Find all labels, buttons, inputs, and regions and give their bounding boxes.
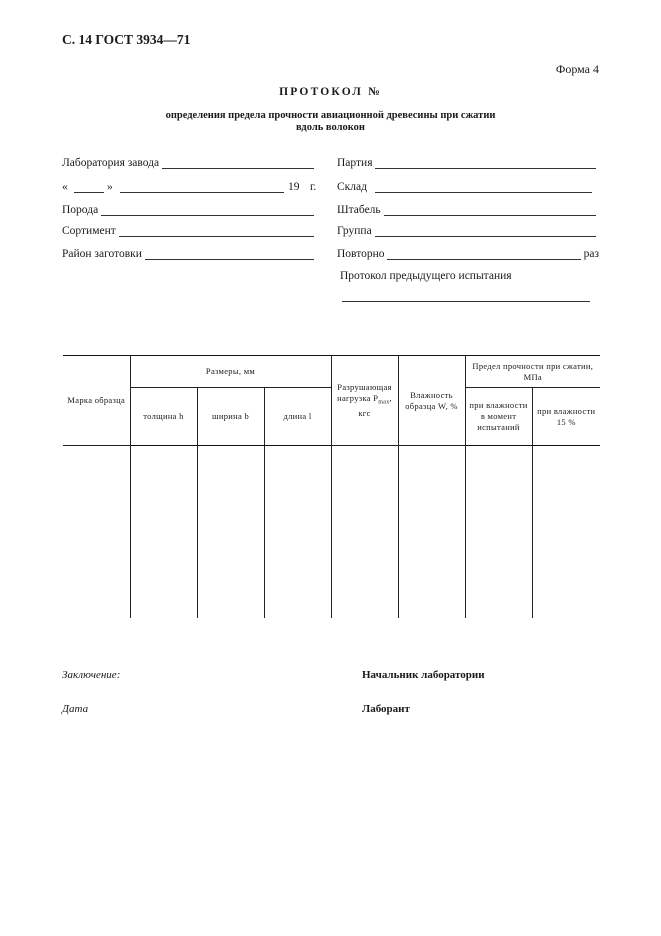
col-header-strength-15: при влажности 15 % — [532, 388, 600, 446]
field-laboratory-label: Лаборатория завода — [62, 157, 160, 169]
cell-mark[interactable] — [63, 446, 130, 619]
cell-load[interactable] — [331, 446, 398, 619]
form-label: Форма 4 — [555, 62, 599, 76]
col-header-strength: Предел прочности при сжатии, МПа — [465, 356, 600, 388]
field-warehouse-label: Склад — [337, 181, 367, 193]
field-group-label: Группа — [337, 225, 372, 237]
field-repeat-label: Повторно — [337, 248, 385, 260]
test-results-table — [63, 355, 600, 618]
protocol-subtitle — [0, 110, 661, 134]
field-repeat[interactable] — [337, 248, 599, 260]
field-batch[interactable] — [337, 157, 599, 169]
col-header-strength-moment: при влажности в момент испытаний — [465, 388, 532, 446]
cell-moisture[interactable] — [398, 446, 465, 619]
date-day-line[interactable] — [74, 181, 104, 193]
field-district-line[interactable] — [145, 250, 314, 260]
date-quote-open: « — [62, 181, 68, 193]
field-species-label: Порода — [62, 204, 99, 216]
col-header-load — [331, 356, 398, 446]
field-stack[interactable] — [337, 204, 599, 216]
field-warehouse-line[interactable] — [375, 183, 592, 193]
col-header-moisture: Влажность образца W, % — [398, 356, 465, 446]
field-species[interactable] — [62, 204, 317, 216]
field-laboratory-line[interactable] — [162, 159, 314, 169]
subtitle-line-2: вдоль волокон — [296, 122, 365, 133]
field-assortment-line[interactable] — [119, 227, 314, 237]
field-district-label: Район заготовки — [62, 248, 142, 260]
col-header-dims: Размеры, мм — [130, 356, 331, 388]
cell-strength-15[interactable] — [532, 446, 600, 619]
field-date[interactable] — [62, 181, 320, 197]
col-header-mark: Марка образца — [63, 356, 130, 446]
field-stack-label: Штабель — [337, 204, 381, 216]
field-repeat-suffix: раз — [583, 248, 599, 260]
field-assortment[interactable] — [62, 225, 317, 237]
field-group-line[interactable] — [375, 227, 596, 237]
date-quote-close: » — [107, 181, 113, 193]
footer-conclusion: Заключение: — [62, 669, 121, 681]
cell-width[interactable] — [197, 446, 264, 619]
subtitle-line-1: определения предела прочности авиационной древесины при сжатии — [165, 110, 496, 121]
footer-date: Дата — [62, 703, 89, 715]
date-month-line[interactable] — [120, 181, 284, 193]
protocol-title: ПРОТОКОЛ № — [279, 86, 382, 98]
cell-strength-moment[interactable] — [465, 446, 532, 619]
col-header-width: ширина b — [197, 388, 264, 446]
col-header-load-text: Разрушающая нагрузка P — [337, 381, 392, 403]
page-header: С. 14 ГОСТ 3934—71 — [62, 32, 191, 47]
col-header-load-unit: , кгс — [358, 392, 392, 419]
col-header-load-sub: max — [378, 399, 390, 406]
field-district[interactable] — [62, 248, 317, 260]
field-laboratory[interactable] — [62, 157, 317, 169]
footer-head: Начальник лаборатории — [362, 669, 485, 681]
date-year-suffix: г. — [310, 181, 317, 193]
date-year: 19 — [288, 181, 300, 193]
field-group[interactable] — [337, 225, 599, 237]
field-assortment-label: Сортимент — [62, 225, 116, 237]
col-header-length: длина l — [264, 388, 331, 446]
field-previous-label: Протокол предыдущего испытания — [340, 270, 512, 282]
cell-length[interactable] — [264, 446, 331, 619]
col-header-thickness: толщина h — [130, 388, 197, 446]
field-batch-label: Партия — [337, 157, 373, 169]
field-repeat-line[interactable] — [387, 250, 580, 260]
cell-thickness[interactable] — [130, 446, 197, 619]
footer-assistant: Лаборант — [362, 703, 410, 715]
field-batch-line[interactable] — [375, 159, 596, 169]
field-species-line[interactable] — [101, 206, 314, 216]
field-previous-line[interactable] — [342, 292, 590, 302]
field-warehouse[interactable] — [337, 181, 595, 193]
field-stack-line[interactable] — [384, 206, 596, 216]
